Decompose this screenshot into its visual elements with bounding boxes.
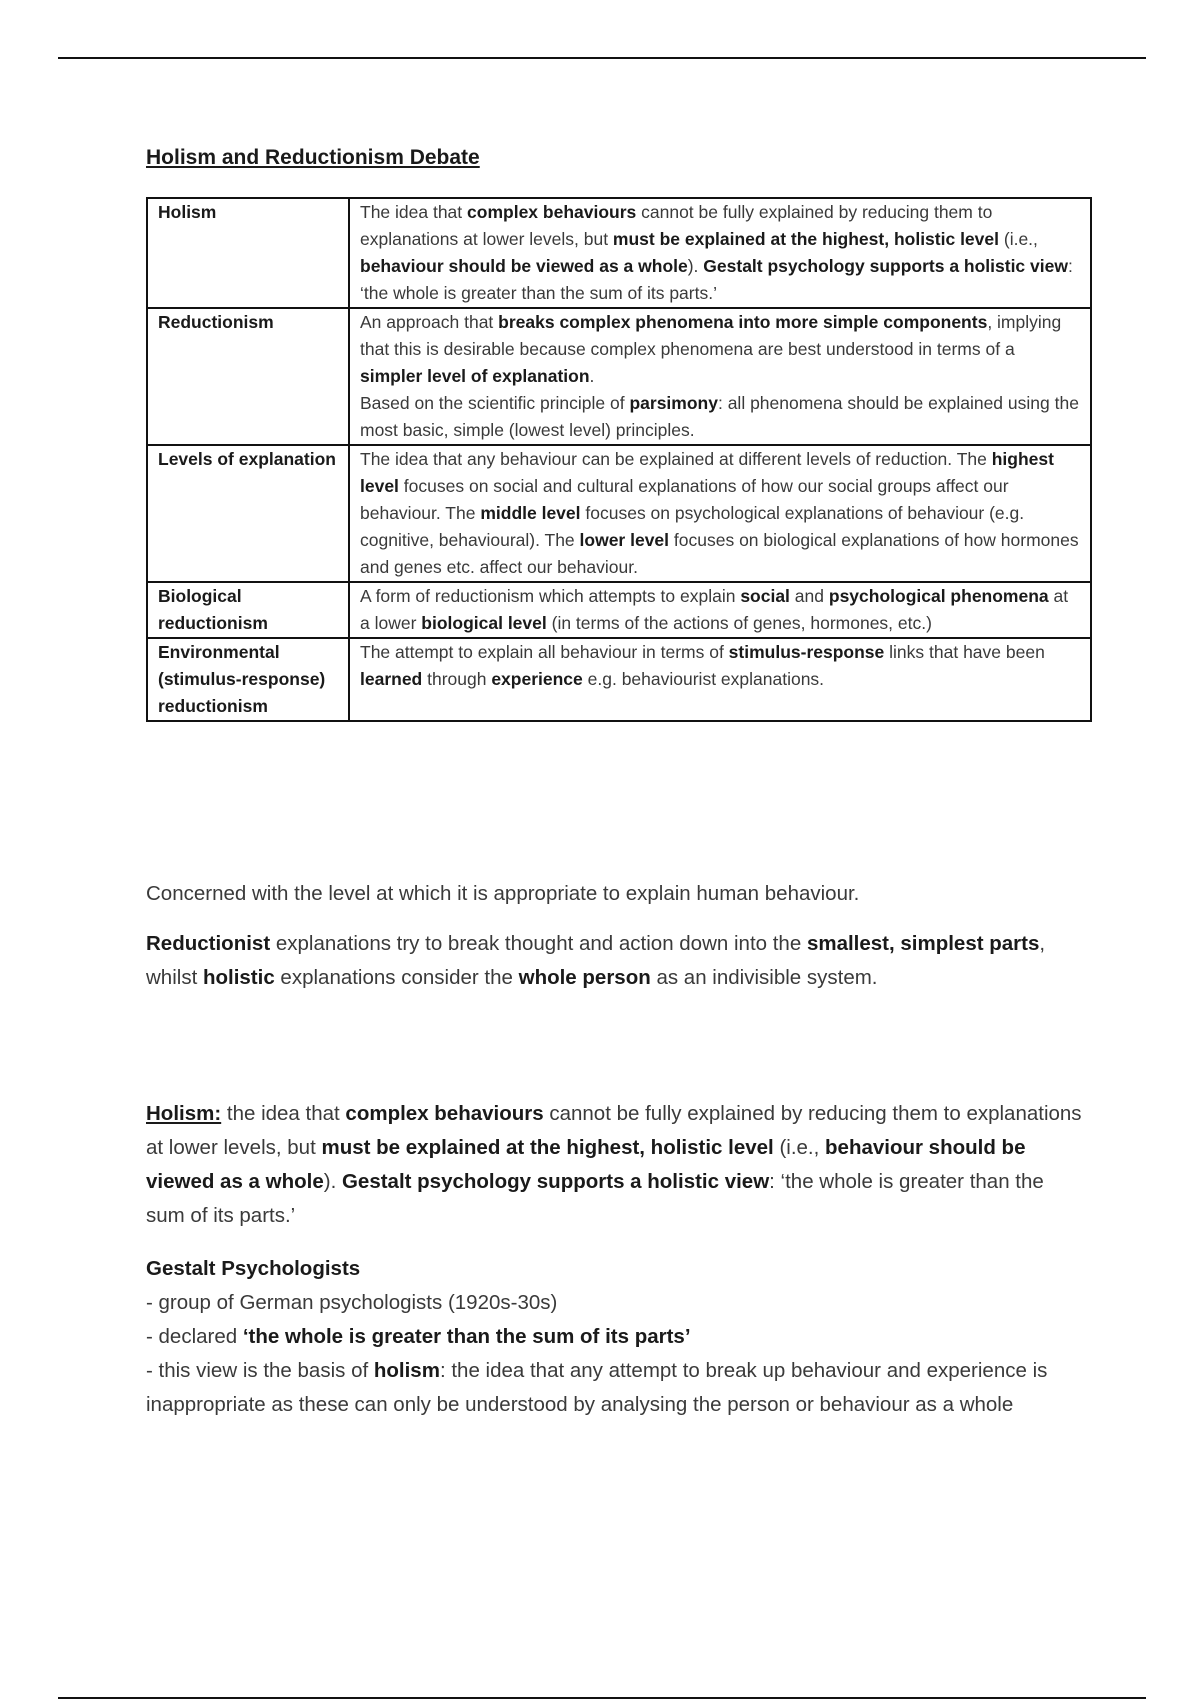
bold-text: parsimony — [629, 393, 718, 413]
table-row — [147, 198, 1091, 308]
text-run: : ‘the whole is greater than the sum of its parts.’ — [146, 1170, 1044, 1227]
bottom-rule — [58, 1697, 1146, 1699]
bold-text: complex behaviours — [345, 1102, 544, 1125]
bold-text: stimulus-response — [728, 642, 885, 662]
bold-text: biological level — [421, 613, 547, 633]
bold-text: behaviour should be viewed as a whole — [360, 256, 688, 276]
table-row — [147, 638, 1091, 721]
term-cell: Levels of explanation — [147, 445, 349, 582]
text-run: focuses on psychological explanations of behaviour (e.g. cognitive, behavioural). The — [360, 503, 1025, 550]
top-rule — [58, 57, 1146, 59]
intro-paragraph — [146, 877, 1086, 911]
page-title: Holism and Reductionism Debate — [146, 146, 480, 169]
definition-cell — [349, 198, 1091, 308]
text-run: links that have been — [884, 642, 1045, 662]
text-run: : the idea that any attempt to break up behaviour and experience is inappropriate as these can only be understood by analysing the person or behaviour as a whole — [146, 1359, 1048, 1416]
table-row — [147, 445, 1091, 582]
bold-text: learned — [360, 669, 423, 689]
text-run: (in terms of the actions of genes, hormones, etc.) — [546, 613, 932, 633]
text-run: The idea that — [360, 202, 468, 222]
text-run: - this view is the basis of — [146, 1359, 374, 1382]
definition-cell — [349, 638, 1091, 721]
definitions-table — [146, 197, 1092, 722]
text-run: at a lower — [360, 586, 1069, 633]
bold-text: must be explained at the highest, holistic level — [321, 1136, 774, 1159]
text-run: Based on the scientific principle of — [360, 393, 630, 413]
text-run: explanations try to break thought and action down into the — [270, 932, 807, 955]
text-run: ). — [323, 1170, 342, 1193]
bold-text: breaks complex phenomena into more simple components — [498, 312, 988, 332]
text-run: cannot be fully explained by reducing them to explanations at lower levels, but — [360, 202, 993, 249]
text-run: - declared — [146, 1325, 243, 1348]
bold-text: Gestalt psychology supports a holistic view — [341, 1170, 770, 1193]
term-cell: Biological reductionism — [147, 582, 349, 638]
holism-paragraph — [146, 1097, 1086, 1233]
table-row — [147, 582, 1091, 638]
text-run: explanations consider the — [274, 966, 519, 989]
text-run: , implying that this is desirable because complex phenomena are best understood in terms of a — [360, 312, 1062, 359]
bold-text: highest level — [360, 449, 1054, 496]
text-run: . — [589, 366, 595, 386]
bold-text: behaviour should be viewed as a whole — [146, 1136, 1026, 1193]
bold-text: Holism: — [146, 1102, 222, 1125]
bold-text: simpler level of explanation — [360, 366, 590, 386]
text-run: focuses on social and cultural explanations of how our social groups affect our behaviour. The — [360, 476, 1009, 523]
bold-text: holistic — [202, 966, 275, 989]
text-run: through — [422, 669, 492, 689]
text-run: : all phenomena should be explained using the most basic, simple (lowest level) principles. — [360, 393, 1079, 440]
text-run: e.g. behaviourist explanations. — [582, 669, 825, 689]
text-run: cannot be fully explained by reducing them to explanations at lower levels, but — [146, 1102, 1082, 1159]
text-run: - group of German psychologists (1920s-30s) — [146, 1291, 558, 1314]
text-run: focuses on biological explanations of how hormones and genes etc. affect our behaviour. — [360, 530, 1079, 577]
bold-text: complex behaviours — [467, 202, 637, 222]
definition-cell — [349, 308, 1091, 445]
text-run: A form of reductionism which attempts to explain — [360, 586, 741, 606]
bold-text: lower level — [579, 530, 670, 550]
bold-text: Gestalt Psychologists — [146, 1257, 361, 1280]
text-run: The attempt to explain all behaviour in terms of — [360, 642, 729, 662]
term-cell: Reductionism — [147, 308, 349, 445]
bold-text: psychological phenomena — [828, 586, 1049, 606]
text-run: An approach that — [360, 312, 499, 332]
bold-text: ‘the whole is greater than the sum of its parts’ — [242, 1325, 691, 1348]
bold-text: Reductionist — [146, 932, 271, 955]
table-row — [147, 308, 1091, 445]
bold-text: smallest, simplest parts — [806, 932, 1040, 955]
text-run: : ‘the whole is greater than the sum of its parts.’ — [360, 256, 1073, 303]
bold-text: holism — [373, 1359, 440, 1382]
text-run: as an indivisible system. — [650, 966, 878, 989]
definition-cell — [349, 582, 1091, 638]
definition-cell — [349, 445, 1091, 582]
text-run: the idea that — [221, 1102, 346, 1125]
term-cell: Holism — [147, 198, 349, 308]
text-run: The idea that any behaviour can be explained at different levels of reduction. The — [360, 449, 992, 469]
text-run: ). — [687, 256, 704, 276]
bold-text: whole person — [518, 966, 651, 989]
bold-text: must be explained at the highest, holistic level — [612, 229, 999, 249]
term-cell: Environmental (stimulus-response) reductionism — [147, 638, 349, 721]
text-run: , whilst — [146, 932, 1046, 989]
bold-text: social — [740, 586, 790, 606]
bold-text: middle level — [480, 503, 581, 523]
bold-text: Gestalt psychology supports a holistic view — [703, 256, 1068, 276]
text-run: and — [789, 586, 829, 606]
gestalt-paragraph — [146, 1252, 1086, 1422]
text-run: (i.e., — [999, 229, 1038, 249]
text-run: Concerned with the level at which it is appropriate to explain human behaviour. — [146, 882, 860, 905]
bold-text: experience — [491, 669, 583, 689]
text-run: (i.e., — [773, 1136, 826, 1159]
reductionist-paragraph — [146, 927, 1086, 995]
